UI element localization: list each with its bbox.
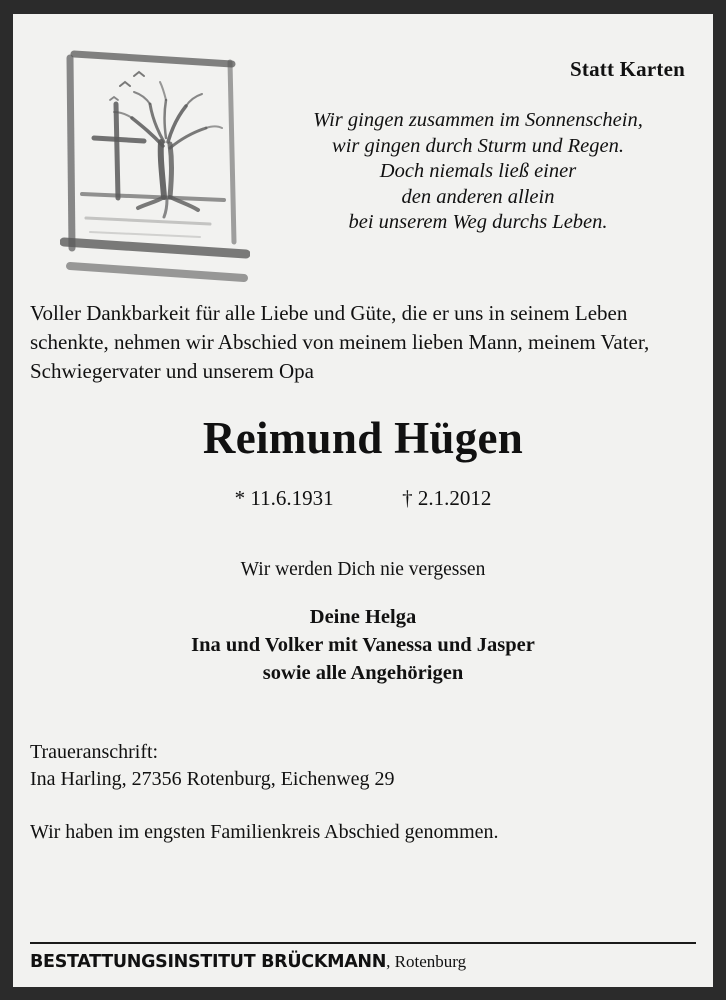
funeral-home-town: , Rotenburg bbox=[386, 952, 467, 971]
address-value: Ina Harling, 27356 Rotenburg, Eichenweg 29 bbox=[30, 768, 395, 790]
family-line-1: Deine Helga bbox=[309, 606, 417, 628]
statt-karten-heading: Statt Karten bbox=[570, 57, 685, 81]
funeral-home-name: BESTATTUNGSINSTITUT BRÜCKMANN bbox=[30, 952, 387, 972]
poem-line-5: bei unserem Weg durchs Leben. bbox=[348, 211, 608, 233]
farewell-text: Wir werden Dich nie vergessen bbox=[240, 559, 486, 580]
birth-date: * 11.6.1931 bbox=[234, 486, 334, 510]
mourning-address bbox=[30, 739, 696, 793]
poem-line-4: den anderen allein bbox=[401, 185, 555, 208]
intro-text: Voller Dankbarkeit für alle Liebe und Güte, die er uns in seinem Leben schenkte, nehmen wir Abschied von meinem lieben Mann, meinem Vater, Schwiegervater und unserem Opa bbox=[30, 301, 650, 383]
notice-body bbox=[13, 299, 713, 844]
poem bbox=[253, 108, 703, 236]
tree-with-cross-icon bbox=[60, 42, 250, 287]
address-label: Traueranschrift: bbox=[30, 741, 159, 763]
obituary-card bbox=[13, 14, 713, 987]
notice-header bbox=[13, 14, 713, 299]
family-block bbox=[30, 603, 696, 687]
funeral-home-footer bbox=[30, 942, 696, 973]
poem-line-3: Doch niemals ließ einer bbox=[379, 160, 577, 182]
burial-note: Wir haben im engsten Familienkreis Abschied genommen. bbox=[30, 821, 499, 843]
life-dates bbox=[30, 486, 696, 511]
death-date: † 2.1.2012 bbox=[402, 486, 492, 510]
family-line-3: sowie alle Angehörigen bbox=[262, 662, 464, 684]
poem-line-1: Wir gingen zusammen im Sonnenschein, bbox=[313, 109, 643, 131]
poem-line-2: wir gingen durch Sturm und Regen. bbox=[332, 134, 624, 157]
deceased-name: Reimund Hügen bbox=[202, 413, 524, 463]
family-line-2: Ina und Volker mit Vanessa und Jasper bbox=[191, 634, 535, 656]
